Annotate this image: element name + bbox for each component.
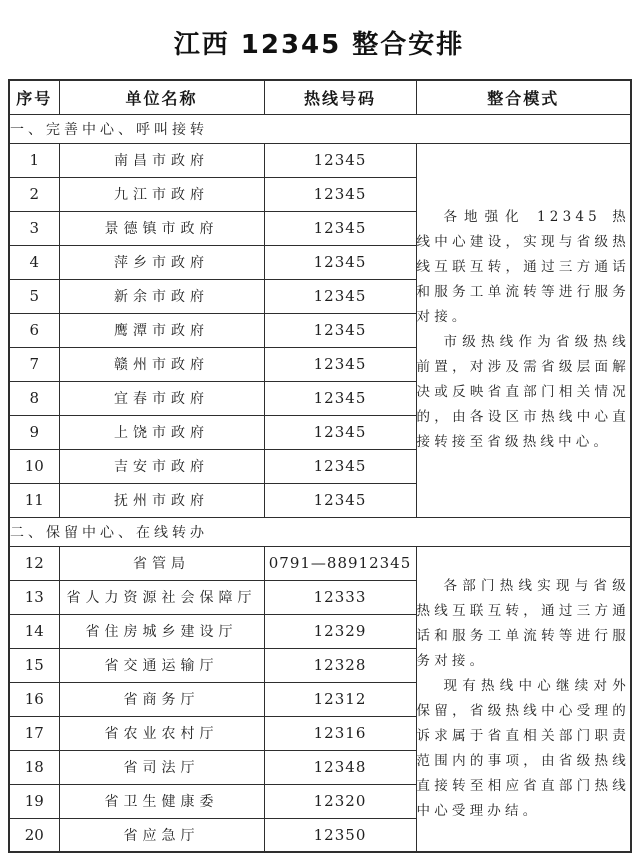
hotline-cell: 12329 xyxy=(264,614,416,648)
mode-paragraph: 市级热线作为省级热线前置，对涉及需省级层面解决或反映省直部门相关情况的，由各设区市热线中心直接转接至省级热线中心。 xyxy=(416,334,630,450)
mode-paragraph: 现有热线中心继续对外保留，省级热线中心受理的诉求属于省直相关部门职责范围内的事项，由省级热线直接转至相应省直部门热线中心受理办结。 xyxy=(416,677,630,819)
hotline-cell: 12328 xyxy=(264,648,416,682)
unit-name-cell: 赣州市政府 xyxy=(59,347,264,381)
mode-cell-section-2 xyxy=(416,546,631,852)
unit-name-cell: 省应急厅 xyxy=(59,818,264,852)
unit-name-cell: 省商务厅 xyxy=(59,682,264,716)
hotline-cell: 12345 xyxy=(264,143,416,177)
hotline-cell: 12333 xyxy=(264,580,416,614)
row-number-cell: 14 xyxy=(9,614,59,648)
col-header-seq: 序号 xyxy=(9,80,59,114)
row-number-cell: 1 xyxy=(9,143,59,177)
unit-name-cell: 萍乡市政府 xyxy=(59,245,264,279)
hotline-cell: 12312 xyxy=(264,682,416,716)
mode-paragraph: 各部门热线实现与省级热线互联互转，通过三方通话和服务工单流转等进行服务对接。 xyxy=(416,577,630,669)
unit-name-cell: 宜春市政府 xyxy=(59,381,264,415)
col-header-mode: 整合模式 xyxy=(416,80,631,114)
hotline-integration-table xyxy=(8,79,632,853)
mode-paragraph: 各地强化 12345 热线中心建设，实现与省级热线互联互转，通过三方通话和服务工单流转等进行服务对接。 xyxy=(416,209,630,325)
unit-name-cell: 省农业农村厅 xyxy=(59,716,264,750)
hotline-cell: 12345 xyxy=(264,347,416,381)
row-number-cell: 4 xyxy=(9,245,59,279)
hotline-cell: 12345 xyxy=(264,313,416,347)
hotline-cell: 12316 xyxy=(264,716,416,750)
unit-name-cell: 南昌市政府 xyxy=(59,143,264,177)
row-number-cell: 17 xyxy=(9,716,59,750)
unit-name-cell: 吉安市政府 xyxy=(59,449,264,483)
unit-name-cell: 省人力资源社会保障厅 xyxy=(59,580,264,614)
unit-name-cell: 省卫生健康委 xyxy=(59,784,264,818)
row-number-cell: 9 xyxy=(9,415,59,449)
hotline-cell: 12350 xyxy=(264,818,416,852)
hotline-cell: 12345 xyxy=(264,415,416,449)
row-number-cell: 19 xyxy=(9,784,59,818)
row-number-cell: 18 xyxy=(9,750,59,784)
hotline-cell: 12345 xyxy=(264,177,416,211)
section-row xyxy=(9,114,631,143)
hotline-cell: 12345 xyxy=(264,483,416,517)
table-row xyxy=(9,143,631,177)
row-number-cell: 6 xyxy=(9,313,59,347)
unit-name-cell: 省交通运输厅 xyxy=(59,648,264,682)
row-number-cell: 7 xyxy=(9,347,59,381)
header-row xyxy=(9,80,631,114)
unit-name-cell: 新余市政府 xyxy=(59,279,264,313)
row-number-cell: 2 xyxy=(9,177,59,211)
row-number-cell: 3 xyxy=(9,211,59,245)
row-number-cell: 8 xyxy=(9,381,59,415)
row-number-cell: 11 xyxy=(9,483,59,517)
col-header-unit: 单位名称 xyxy=(59,80,264,114)
hotline-cell: 12345 xyxy=(264,449,416,483)
mode-cell-section-1 xyxy=(416,143,631,517)
section-row xyxy=(9,517,631,546)
unit-name-cell: 九江市政府 xyxy=(59,177,264,211)
unit-name-cell: 景德镇市政府 xyxy=(59,211,264,245)
unit-name-cell: 鹰潭市政府 xyxy=(59,313,264,347)
hotline-cell: 12345 xyxy=(264,381,416,415)
section-1-label: 一、完善中心、呼叫接转 xyxy=(9,114,631,143)
hotline-cell: 0791—88912345 xyxy=(264,546,416,580)
table-row xyxy=(9,546,631,580)
row-number-cell: 12 xyxy=(9,546,59,580)
row-number-cell: 20 xyxy=(9,818,59,852)
unit-name-cell: 省司法厅 xyxy=(59,750,264,784)
unit-name-cell: 上饶市政府 xyxy=(59,415,264,449)
hotline-cell: 12348 xyxy=(264,750,416,784)
row-number-cell: 16 xyxy=(9,682,59,716)
hotline-cell: 12345 xyxy=(264,279,416,313)
hotline-cell: 12345 xyxy=(264,211,416,245)
page-title: 江西 12345 整合安排 xyxy=(173,30,465,60)
unit-name-cell: 省住房城乡建设厅 xyxy=(59,614,264,648)
unit-name-cell: 省管局 xyxy=(59,546,264,580)
hotline-cell: 12320 xyxy=(264,784,416,818)
row-number-cell: 10 xyxy=(9,449,59,483)
row-number-cell: 5 xyxy=(9,279,59,313)
section-2-label: 二、保留中心、在线转办 xyxy=(9,517,631,546)
hotline-cell: 12345 xyxy=(264,245,416,279)
unit-name-cell: 抚州市政府 xyxy=(59,483,264,517)
col-header-hotline: 热线号码 xyxy=(264,80,416,114)
row-number-cell: 15 xyxy=(9,648,59,682)
row-number-cell: 13 xyxy=(9,580,59,614)
